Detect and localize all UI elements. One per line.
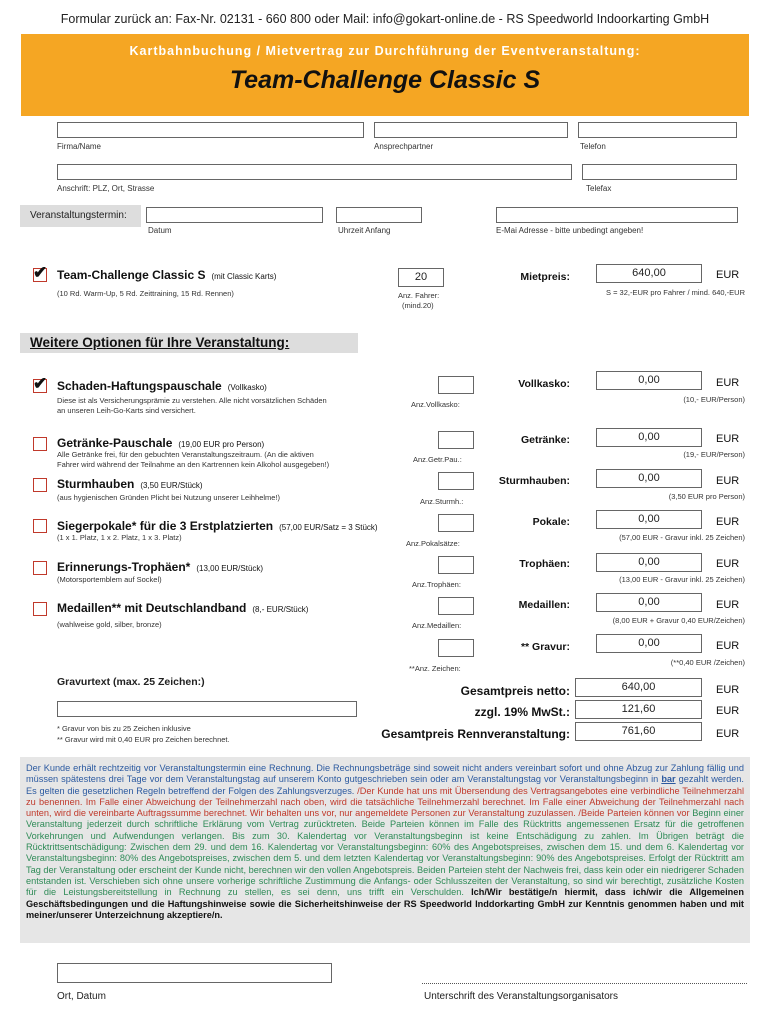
sturmhauben-count-label: Anz.Sturmh.: xyxy=(420,497,464,506)
terms-payment: Der Kunde erhält rechtzeitig vor Veranstaltungstermin eine Rechnung. Die Rechnungsbeträge sind soweit nicht anders vereinbart sofort und ohne Abzug zur Zahlung fällig und müssen spätestens drei Tage vor dem Veranstaltungstag auf unserem Konto gutgeschrieben sein oder am Veranstaltungstag vor Veranstaltungsbeginn in xyxy=(26,763,744,785)
medaillen-count-label: Anz.Medaillen: xyxy=(412,621,462,630)
drivers-input[interactable]: 20 xyxy=(398,268,444,287)
ort-datum-label: Ort, Datum xyxy=(57,991,106,1002)
mwst-currency: EUR xyxy=(716,705,740,717)
vollkasko-desc-1: Diese ist als Versicherungsprämie zu verstehen. Alle nicht vorsätzlichen Schäden xyxy=(57,396,327,405)
medaillen-count-input[interactable] xyxy=(438,597,474,615)
getraenke-desc-1: Alle Getränke frei, für den gebuchten Veranstaltungszeitraum. (An die aktiven xyxy=(57,450,314,459)
title-banner xyxy=(21,34,749,116)
gravur-price-label: ** Gravur: xyxy=(520,641,570,653)
email-label: E-Mai Adresse - bitte unbedingt angeben! xyxy=(496,226,644,235)
vollkasko-title xyxy=(57,379,267,393)
terms-confirmation: Ich/Wir bestätige/n hiermit, dass ich/wir die Allgemeinen Geschäftsbedingungen und die Haftungshinweise sowie die Sicherheitshinweise der RS Speedworld Inddorkarting GmbH zur Kenntnis genommen haben und mit meiner/unserer Unterzeichnung akzeptiere/n. xyxy=(26,887,744,920)
telefon-label: Telefon xyxy=(580,142,606,151)
datum-input[interactable] xyxy=(146,207,323,223)
medaillen-desc: (wahlweise gold, silber, bronze) xyxy=(57,620,162,629)
trophaeen-count-input[interactable] xyxy=(438,556,474,574)
trophaeen-price-note: (13,00 EUR - Gravur inkl. 25 Zeichen) xyxy=(619,575,745,584)
firma-label: Firma/Name xyxy=(57,142,102,151)
mwst-label: zzgl. 19% MwSt.: xyxy=(474,705,570,719)
getraenke-price-label: Getränke: xyxy=(520,434,570,446)
anschrift-input[interactable] xyxy=(57,164,572,180)
trophaeen-title xyxy=(57,560,263,574)
netto-value: 640,00 xyxy=(575,678,702,697)
pokale-price-note: (57,00 EUR - Gravur inkl. 25 Zeichen) xyxy=(619,533,745,542)
gesamt-label: Gesamtpreis Rennveranstaltung: xyxy=(381,727,570,741)
medaillen-price-note: (8,00 EUR + Gravur 0,40 EUR/Zeichen) xyxy=(612,616,745,625)
sturmhauben-note: (3,50 EUR/Stück) xyxy=(140,481,203,490)
gravur-footnote-2: ** Gravur wird mit 0,40 EUR pro Zeichen berechnet. xyxy=(57,735,230,744)
main-package-title xyxy=(57,268,276,282)
trophaeen-count-label: Anz.Trophäen: xyxy=(412,580,461,589)
medaillen-price-label: Medaillen: xyxy=(518,599,570,611)
pokale-desc: (1 x 1. Platz, 1 x 2. Platz, 1 x 3. Platz) xyxy=(57,533,182,542)
terms-cancellation: Beginn einer Veranstaltung jederzeit durch schriftliche Erklärung vom Vertrag zurücktreten. Beide Parteien können im Falle des Rücktritts angemessenen Ersatz für die getroffenen Vorkehrungen und Aufwendungen verlangen. Bis zum 30. Kalendertag vor Veranstaltungsbeginn ist keine Entschädigung zu zahlen. Im Übrigen beträgt die Rücktrittsentschädigung: Zwischen dem 29. und dem 16. Kalendertag vor Veranstaltungsbeginn: 60% des Angebotspreises, zwischen dem 15. und dem 6. Kalendertag vor Veranstaltungsbeginn: 80% des Angebotspreises, zwischen dem 5. und dem letzten Kalendertag vor Veranstaltungsbeginn: 90% des Angebotspreises. Erfolgt der Rücktritt am Tag der Veranstaltung oder erscheint der Kunde nicht, berechnen wir den vollen Angebotspreis. Beiden Parteien steht der Nachweis frei, dass kein oder ein niedrigerer Schaden entstanden ist. Verschieben sich ohne unsere vorherige schriftliche Zustimmung die Anfangs- oder Schlusszeiten der Veranstaltung, so sind wir berechtigt, zusätzliche Kosten für die Leistungsbereitstellung in Rechnung zu stellen, es sei denn, uns trifft ein Verschulden. xyxy=(26,808,744,898)
checkmark-icon: ✔ xyxy=(33,263,48,282)
telefon-input[interactable] xyxy=(578,122,737,138)
trophaeen-desc: (Motorsportemblem auf Sockel) xyxy=(57,575,162,584)
sturmhauben-title xyxy=(57,477,203,491)
mwst-value: 121,60 xyxy=(575,700,702,719)
gravur-price-value: 0,00 xyxy=(596,634,702,653)
medaillen-note: (8,- EUR/Stück) xyxy=(252,605,309,614)
medaillen-title-text: Medaillen** mit Deutschlandband xyxy=(57,601,247,615)
termin-label: Veranstaltungstermin: xyxy=(20,205,141,227)
ansprechpartner-input[interactable] xyxy=(374,122,568,138)
anschrift-label: Anschrift: PLZ, Ort, Strasse xyxy=(57,184,155,193)
trophaeen-note: (13,00 EUR/Stück) xyxy=(196,564,264,573)
getraenke-title-text: Getränke-Pauschale xyxy=(57,436,173,450)
mietpreis-note: S = 32,-EUR pro Fahrer / mind. 640,-EUR xyxy=(605,288,745,297)
options-heading: Weitere Optionen für Ihre Veranstaltung: xyxy=(20,333,358,353)
gravur-footnote-1: * Gravur von bis zu 25 Zeichen inklusive xyxy=(57,724,191,733)
sturmhauben-desc: (aus hygienischen Gründen Plicht bei Nutzung unserer Leihhelme!) xyxy=(57,493,281,502)
uhrzeit-input[interactable] xyxy=(336,207,422,223)
medaillen-title xyxy=(57,601,308,615)
uhrzeit-label: Uhrzeit Anfang xyxy=(338,226,391,235)
getraenke-count-label: Anz.Getr.Pau.: xyxy=(413,455,462,464)
getraenke-note: (19,00 EUR pro Person) xyxy=(178,440,265,449)
trophaeen-checkbox[interactable] xyxy=(33,561,47,575)
contact-line: Formular zurück an: Fax-Nr. 02131 - 660 800 oder Mail: info@gokart-online.de - RS Speedworld Indoorkarting GmbH xyxy=(60,12,710,26)
ort-datum-input[interactable] xyxy=(57,963,332,983)
getraenke-desc xyxy=(57,450,329,470)
main-package-note: (mit Classic Karts) xyxy=(211,272,277,281)
pokale-price-value: 0,00 xyxy=(596,510,702,529)
drivers-label: Anz. Fahrer: xyxy=(398,291,440,300)
getraenke-title xyxy=(57,436,264,450)
trophaeen-price-value: 0,00 xyxy=(596,553,702,572)
sturmhauben-price-label: Sturmhauben: xyxy=(498,475,570,487)
pokale-currency: EUR xyxy=(716,516,740,528)
pokale-price-label: Pokale: xyxy=(532,516,570,528)
gravur-count-input[interactable] xyxy=(438,639,474,657)
ansprechpartner-label: Ansprechpartner xyxy=(374,142,434,151)
vollkasko-count-label: Anz.Vollkasko: xyxy=(411,400,460,409)
trophaeen-title-text: Erinnerungs-Trophäen* xyxy=(57,560,191,574)
checkmark-icon: ✔ xyxy=(33,374,48,393)
gravur-currency: EUR xyxy=(716,640,740,652)
vollkasko-note: (Vollkasko) xyxy=(227,383,267,392)
sturmhauben-checkbox[interactable] xyxy=(33,478,47,492)
telefax-label: Telefax xyxy=(586,184,612,193)
firma-input[interactable] xyxy=(57,122,364,138)
medaillen-price-value: 0,00 xyxy=(596,593,702,612)
pokale-checkbox[interactable] xyxy=(33,519,47,533)
datum-label: Datum xyxy=(148,226,172,235)
vollkasko-price-note: (10,- EUR/Person) xyxy=(683,395,745,404)
vollkasko-desc-2: an unseren Leih-Go-Karts sind versichert. xyxy=(57,406,196,415)
main-package-desc: (10 Rd. Warm-Up, 5 Rd. Zeittraining, 15 Rd. Rennen) xyxy=(57,289,234,298)
gesamt-currency: EUR xyxy=(716,728,740,740)
pokale-note: (57,00 EUR/Satz = 3 Stück) xyxy=(279,523,378,532)
terms-bar-link: bar xyxy=(661,774,676,785)
trophaeen-currency: EUR xyxy=(716,558,740,570)
sturmhauben-price-value: 0,00 xyxy=(596,469,702,488)
vollkasko-count-input[interactable] xyxy=(438,376,474,394)
netto-label: Gesamtpreis netto: xyxy=(460,684,570,698)
gravurtext-input[interactable] xyxy=(57,701,357,717)
email-input[interactable] xyxy=(496,207,738,223)
terms-block xyxy=(20,757,750,943)
vollkasko-currency: EUR xyxy=(716,377,740,389)
vollkasko-desc xyxy=(57,396,327,416)
mietpreis-currency: EUR xyxy=(716,269,740,281)
pokale-count-input[interactable] xyxy=(438,514,474,532)
getraenke-price-value: 0,00 xyxy=(596,428,702,447)
netto-currency: EUR xyxy=(716,684,740,696)
mietpreis-value: 640,00 xyxy=(596,264,702,283)
pokale-count-label: Anz.Pokalsätze: xyxy=(406,539,460,548)
gravur-price-note: (**0,40 EUR /Zeichen) xyxy=(670,658,745,667)
mietpreis-label: Mietpreis: xyxy=(520,271,570,283)
gravurtext-label: Gravurtext (max. 25 Zeichen:) xyxy=(57,676,205,688)
page-title: Team-Challenge Classic S xyxy=(229,66,541,94)
medaillen-currency: EUR xyxy=(716,599,740,611)
unterschrift-label: Unterschrift des Veranstaltungsorganisators xyxy=(424,991,618,1002)
vollkasko-title-text: Schaden-Haftungspauschale xyxy=(57,379,222,393)
main-package-title-text: Team-Challenge Classic S xyxy=(57,268,206,282)
sturmhauben-count-input[interactable] xyxy=(438,472,474,490)
sturmhauben-title-text: Sturmhauben xyxy=(57,477,135,491)
signature-line[interactable] xyxy=(422,983,747,984)
medaillen-checkbox[interactable] xyxy=(33,602,47,616)
banner-subtitle: Kartbahnbuchung / Mietvertrag zur Durchführung der Eventveranstaltung: xyxy=(129,44,641,58)
sturmhauben-price-note: (3,50 EUR pro Person) xyxy=(668,492,745,501)
terms-participants: /Der Kunde hat uns mit Übersendung des Vertragsangebotes eine verbindliche Teilnehmerzahl zu benennen. Im Falle einer Abweichung der Teilnehmerzahl nach oben, wird die tatsächliche Teilnehmerzahl berechnet. Im Falle einer Abweichung der Teilnehmerzahl nach unten, wird die vereinbarte Auftragssumme berechnet. Wir behalten uns vor, nur angemeldete Personen zur Veranstaltung zuzulassen. /Beide Parteien können vor xyxy=(26,785,744,819)
getraenke-count-input[interactable] xyxy=(438,431,474,449)
vollkasko-price-label: Vollkasko: xyxy=(518,378,570,390)
terms-payment-end: gezahlt werden. Es gelten die gesetzlichen Regeln betreffend der Folgen des Zahlungsverzuges. xyxy=(26,774,744,796)
sturmhauben-currency: EUR xyxy=(716,475,740,487)
getraenke-desc-2: Fahrer wird während der Teilnahme an den Kartrennen kein Alkohol ausgegeben!) xyxy=(57,460,330,469)
getraenke-price-note: (19,- EUR/Person) xyxy=(683,450,745,459)
getraenke-checkbox[interactable] xyxy=(33,437,47,451)
gesamt-value: 761,60 xyxy=(575,722,702,741)
gravur-count-label: **Anz. Zeichen: xyxy=(409,664,461,673)
pokale-title-text: Siegerpokale* für die 3 Erstplatzierten xyxy=(57,519,274,533)
trophaeen-price-label: Trophäen: xyxy=(519,558,570,570)
vollkasko-price-value: 0,00 xyxy=(596,371,702,390)
pokale-title xyxy=(57,519,378,533)
getraenke-currency: EUR xyxy=(716,433,740,445)
drivers-min-label: (mind.20) xyxy=(402,301,434,310)
telefax-input[interactable] xyxy=(582,164,737,180)
